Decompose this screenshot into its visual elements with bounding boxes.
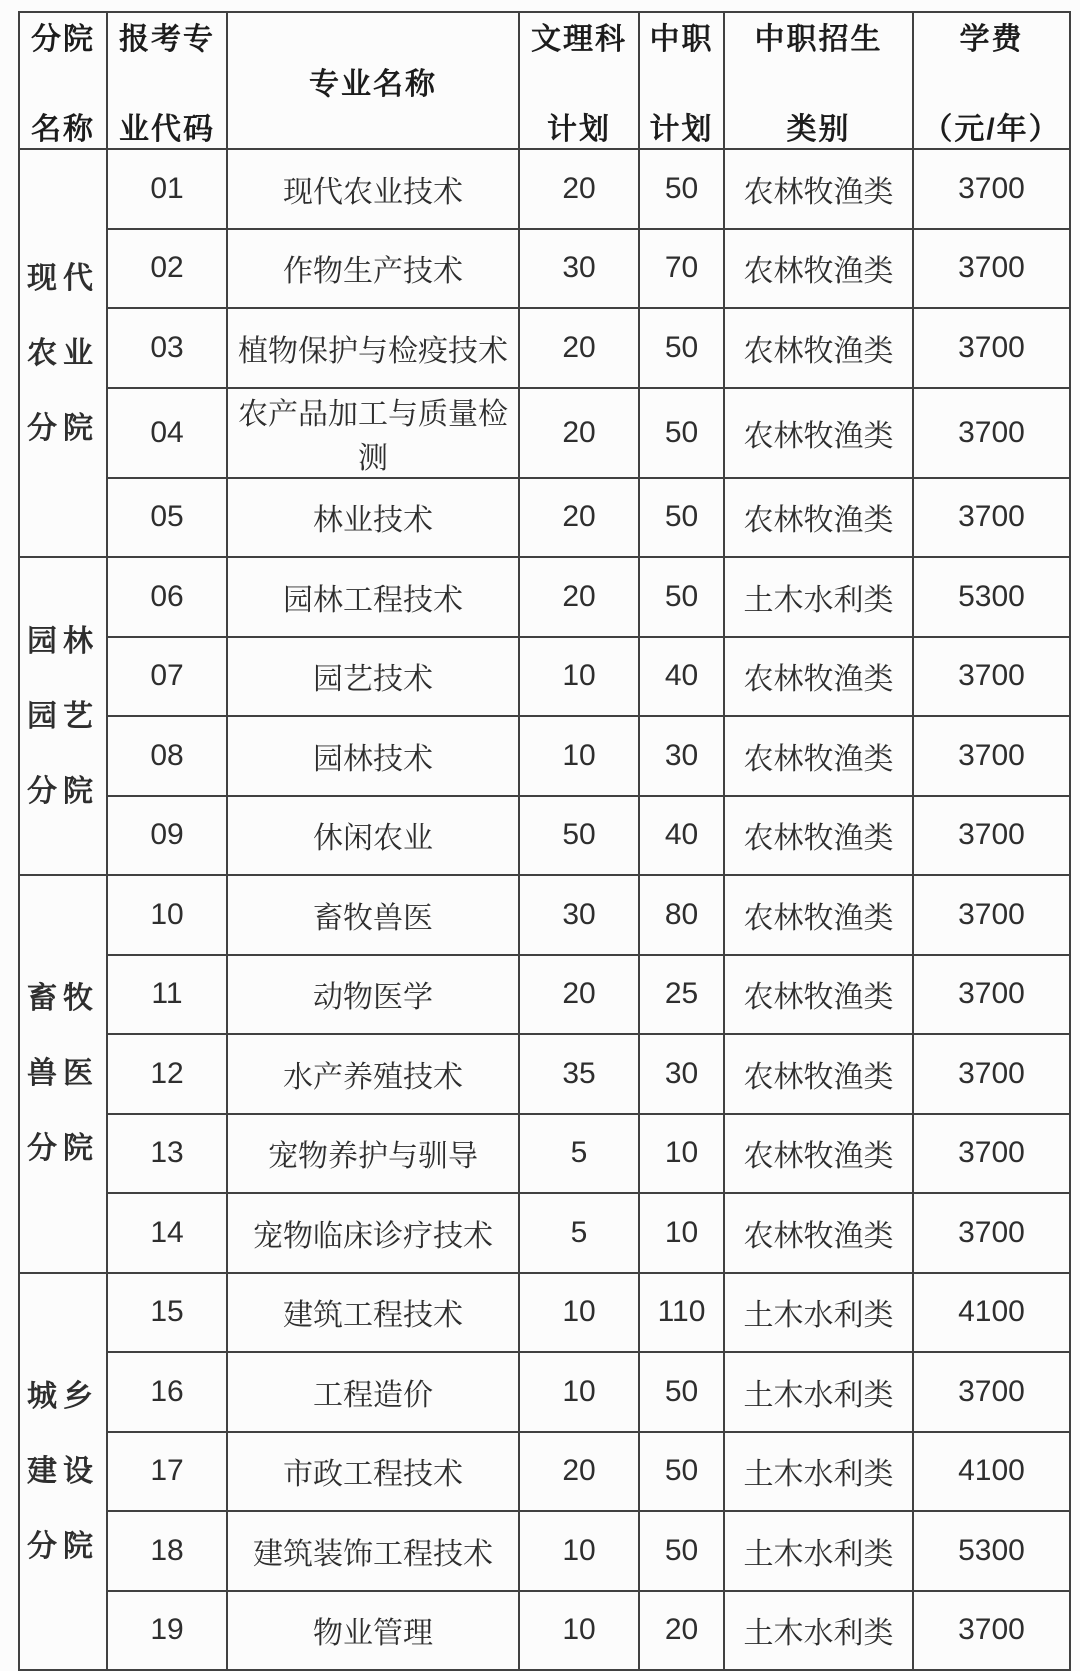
major-cell: 物业管理 xyxy=(227,1591,519,1671)
arts-science-plan-cell: 20 xyxy=(519,1432,639,1512)
major-cell: 水产养殖技术 xyxy=(227,1034,519,1114)
vocational-plan-cell: 50 xyxy=(639,308,724,388)
code-cell: 15 xyxy=(107,1273,227,1353)
tuition-cell: 3700 xyxy=(913,875,1070,955)
code-cell: 18 xyxy=(107,1511,227,1591)
category-cell: 农林牧渔类 xyxy=(724,478,913,558)
vocational-plan-cell: 30 xyxy=(639,716,724,796)
arts-science-plan-cell: 20 xyxy=(519,955,639,1035)
code-cell: 10 xyxy=(107,875,227,955)
table-row xyxy=(19,1193,1070,1273)
tuition-cell: 3700 xyxy=(913,1034,1070,1114)
college-name-line: 农业 xyxy=(27,336,99,370)
code-cell: 08 xyxy=(107,716,227,796)
college-name-line: 分院 xyxy=(27,411,99,445)
category-cell: 农林牧渔类 xyxy=(724,308,913,388)
vocational-plan-cell: 70 xyxy=(639,229,724,309)
major-cell: 休闲农业 xyxy=(227,796,519,876)
category-cell: 农林牧渔类 xyxy=(724,955,913,1035)
header-line: 分院 xyxy=(31,22,95,56)
vocational-plan-cell: 40 xyxy=(639,796,724,876)
arts-science-plan-cell: 10 xyxy=(519,1591,639,1671)
column-header-arts-science-plan xyxy=(519,12,639,149)
table-row xyxy=(19,308,1070,388)
table-row xyxy=(19,1273,1070,1353)
column-header-code xyxy=(107,12,227,149)
header-line: 计划 xyxy=(649,112,714,146)
category-cell: 土木水利类 xyxy=(724,1352,913,1432)
tuition-cell: 5300 xyxy=(913,557,1070,637)
arts-science-plan-cell: 20 xyxy=(519,478,639,558)
college-name-cell xyxy=(19,1273,107,1671)
major-cell: 现代农业技术 xyxy=(227,149,519,229)
tuition-cell: 3700 xyxy=(913,796,1070,876)
arts-science-plan-cell: 35 xyxy=(519,1034,639,1114)
arts-science-plan-cell: 30 xyxy=(519,875,639,955)
vocational-plan-cell: 50 xyxy=(639,1511,724,1591)
college-name-cell xyxy=(19,149,107,557)
category-cell: 农林牧渔类 xyxy=(724,229,913,309)
category-cell: 土木水利类 xyxy=(724,1273,913,1353)
arts-science-plan-cell: 5 xyxy=(519,1193,639,1273)
college-name-line: 分院 xyxy=(27,1529,99,1563)
tuition-cell: 3700 xyxy=(913,478,1070,558)
category-cell: 土木水利类 xyxy=(724,1432,913,1512)
category-cell: 土木水利类 xyxy=(724,1591,913,1671)
tuition-cell: 3700 xyxy=(913,388,1070,478)
code-cell: 14 xyxy=(107,1193,227,1273)
vocational-plan-cell: 30 xyxy=(639,1034,724,1114)
arts-science-plan-cell: 30 xyxy=(519,229,639,309)
table-row xyxy=(19,478,1070,558)
tuition-cell: 3700 xyxy=(913,955,1070,1035)
major-cell: 宠物养护与驯导 xyxy=(227,1114,519,1194)
category-cell: 农林牧渔类 xyxy=(724,796,913,876)
table-row xyxy=(19,637,1070,717)
major-cell: 工程造价 xyxy=(227,1352,519,1432)
admissions-plan-table xyxy=(18,11,1071,1671)
arts-science-plan-cell: 20 xyxy=(519,149,639,229)
arts-science-plan-cell: 20 xyxy=(519,388,639,478)
category-cell: 农林牧渔类 xyxy=(724,1114,913,1194)
college-name-cell xyxy=(19,557,107,875)
table-row xyxy=(19,149,1070,229)
major-cell: 动物医学 xyxy=(227,955,519,1035)
header-line: 类别 xyxy=(786,112,851,146)
header-line: 中职 xyxy=(649,22,714,56)
tuition-cell: 3700 xyxy=(913,149,1070,229)
vocational-plan-cell: 50 xyxy=(639,478,724,558)
college-name-line: 园艺 xyxy=(27,699,99,733)
vocational-plan-cell: 40 xyxy=(639,637,724,717)
tuition-cell: 3700 xyxy=(913,1114,1070,1194)
category-cell: 农林牧渔类 xyxy=(724,637,913,717)
tuition-cell: 3700 xyxy=(913,1193,1070,1273)
arts-science-plan-cell: 10 xyxy=(519,1511,639,1591)
category-cell: 土木水利类 xyxy=(724,1511,913,1591)
code-cell: 01 xyxy=(107,149,227,229)
tuition-cell: 3700 xyxy=(913,1352,1070,1432)
vocational-plan-cell: 20 xyxy=(639,1591,724,1671)
college-name-cell xyxy=(19,875,107,1273)
header-line: 中职招生 xyxy=(754,22,883,56)
vocational-plan-cell: 25 xyxy=(639,955,724,1035)
vocational-plan-cell: 10 xyxy=(639,1193,724,1273)
arts-science-plan-cell: 20 xyxy=(519,557,639,637)
major-cell: 建筑装饰工程技术 xyxy=(227,1511,519,1591)
code-cell: 12 xyxy=(107,1034,227,1114)
code-cell: 03 xyxy=(107,308,227,388)
table-row xyxy=(19,557,1070,637)
header-line: 名称 xyxy=(31,112,95,146)
vocational-plan-cell: 10 xyxy=(639,1114,724,1194)
table-row xyxy=(19,388,1070,478)
arts-science-plan-cell: 10 xyxy=(519,716,639,796)
category-cell: 农林牧渔类 xyxy=(724,149,913,229)
arts-science-plan-cell: 20 xyxy=(519,308,639,388)
column-header-vocational-plan xyxy=(639,12,724,149)
header-line: 报考专 xyxy=(119,22,215,56)
tuition-cell: 3700 xyxy=(913,308,1070,388)
college-name-line: 现代 xyxy=(27,261,99,295)
header-line: 学费 xyxy=(959,22,1024,56)
major-cell: 园艺技术 xyxy=(227,637,519,717)
header-line: 专业名称 xyxy=(309,67,437,101)
category-cell: 农林牧渔类 xyxy=(724,388,913,478)
major-cell: 园林工程技术 xyxy=(227,557,519,637)
arts-science-plan-cell: 10 xyxy=(519,637,639,717)
table-row xyxy=(19,1511,1070,1591)
category-cell: 农林牧渔类 xyxy=(724,1193,913,1273)
header-line: （元/年） xyxy=(922,112,1061,146)
code-cell: 11 xyxy=(107,955,227,1035)
table-row xyxy=(19,716,1070,796)
vocational-plan-cell: 50 xyxy=(639,557,724,637)
header-line: 业代码 xyxy=(119,112,215,146)
college-name-line: 园林 xyxy=(27,624,99,658)
code-cell: 09 xyxy=(107,796,227,876)
major-cell: 畜牧兽医 xyxy=(227,875,519,955)
column-header-major xyxy=(227,12,519,149)
tuition-cell: 3700 xyxy=(913,229,1070,309)
major-cell: 植物保护与检疫技术 xyxy=(227,308,519,388)
tuition-cell: 3700 xyxy=(913,716,1070,796)
major-cell: 园林技术 xyxy=(227,716,519,796)
code-cell: 19 xyxy=(107,1591,227,1671)
vocational-plan-cell: 50 xyxy=(639,1432,724,1512)
tuition-cell: 3700 xyxy=(913,1591,1070,1671)
code-cell: 13 xyxy=(107,1114,227,1194)
vocational-plan-cell: 80 xyxy=(639,875,724,955)
college-name-line: 建设 xyxy=(27,1454,99,1488)
tuition-cell: 3700 xyxy=(913,637,1070,717)
college-name-line: 分院 xyxy=(27,1132,99,1166)
code-cell: 17 xyxy=(107,1432,227,1512)
table-row xyxy=(19,1114,1070,1194)
major-cell: 作物生产技术 xyxy=(227,229,519,309)
category-cell: 农林牧渔类 xyxy=(724,1034,913,1114)
vocational-plan-cell: 50 xyxy=(639,1352,724,1432)
code-cell: 05 xyxy=(107,478,227,558)
arts-science-plan-cell: 5 xyxy=(519,1114,639,1194)
code-cell: 07 xyxy=(107,637,227,717)
code-cell: 16 xyxy=(107,1352,227,1432)
college-name-line: 分院 xyxy=(27,774,99,808)
major-cell: 宠物临床诊疗技术 xyxy=(227,1193,519,1273)
major-cell: 建筑工程技术 xyxy=(227,1273,519,1353)
table-row xyxy=(19,1591,1070,1671)
column-header-category xyxy=(724,12,913,149)
column-header-college xyxy=(19,12,107,149)
category-cell: 农林牧渔类 xyxy=(724,875,913,955)
header-line: 文理科 xyxy=(531,22,627,56)
major-cell: 市政工程技术 xyxy=(227,1432,519,1512)
college-name-line: 畜牧 xyxy=(27,982,99,1016)
vocational-plan-cell: 50 xyxy=(639,149,724,229)
table-row xyxy=(19,796,1070,876)
tuition-cell: 5300 xyxy=(913,1511,1070,1591)
table-row xyxy=(19,1034,1070,1114)
table-row xyxy=(19,955,1070,1035)
table-row xyxy=(19,229,1070,309)
major-cell: 林业技术 xyxy=(227,478,519,558)
category-cell: 农林牧渔类 xyxy=(724,716,913,796)
vocational-plan-cell: 50 xyxy=(639,388,724,478)
code-cell: 02 xyxy=(107,229,227,309)
code-cell: 06 xyxy=(107,557,227,637)
college-name-line: 城乡 xyxy=(27,1379,99,1413)
header-row xyxy=(19,12,1070,149)
arts-science-plan-cell: 50 xyxy=(519,796,639,876)
major-cell: 农产品加工与质量检测 xyxy=(227,388,519,478)
category-cell: 土木水利类 xyxy=(724,557,913,637)
code-cell: 04 xyxy=(107,388,227,478)
vocational-plan-cell: 110 xyxy=(639,1273,724,1353)
table-row xyxy=(19,875,1070,955)
arts-science-plan-cell: 10 xyxy=(519,1273,639,1353)
table-row xyxy=(19,1432,1070,1512)
header-line: 计划 xyxy=(547,112,611,146)
college-name-line: 兽医 xyxy=(27,1057,99,1091)
tuition-cell: 4100 xyxy=(913,1273,1070,1353)
table-row xyxy=(19,1352,1070,1432)
tuition-cell: 4100 xyxy=(913,1432,1070,1512)
arts-science-plan-cell: 10 xyxy=(519,1352,639,1432)
column-header-tuition xyxy=(913,12,1070,149)
